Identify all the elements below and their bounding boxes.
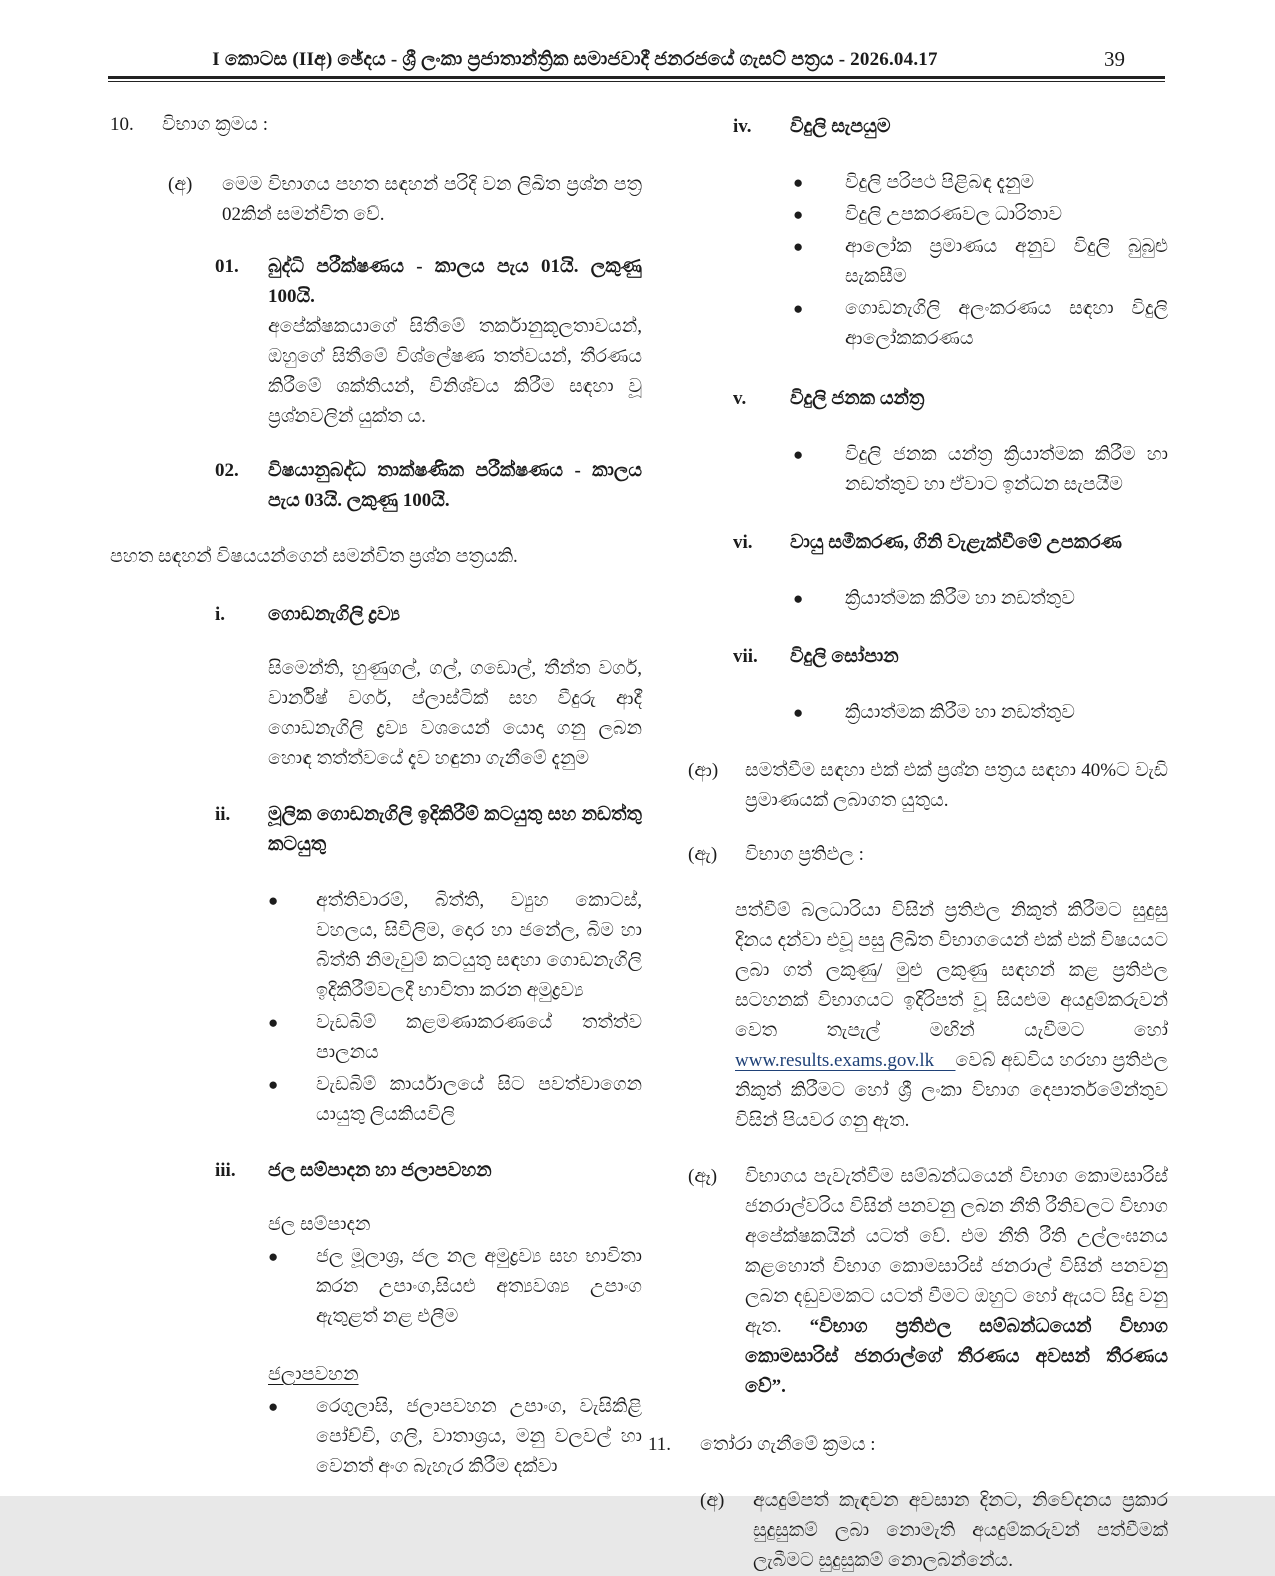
topic-title: ජල සම්පාදන හා ජලාපවහන — [268, 1160, 492, 1181]
bullet-icon: ● — [793, 205, 804, 224]
paper-number: 01. — [215, 256, 239, 277]
topic-v-heading — [733, 384, 1168, 414]
results-url-link[interactable]: www.results.exams.gov.lk — [735, 1050, 935, 1071]
bullet-text: විදුලි උපකරණවල ධාරිතාව — [845, 204, 1062, 225]
item-a11 — [700, 1486, 1168, 1576]
bullet-item — [793, 168, 1168, 198]
item-ae-heading — [688, 840, 1168, 870]
bullet-icon: ● — [268, 1397, 279, 1416]
item-label: (අ) — [168, 174, 193, 195]
item-text: විභාගය පැවැත්වීම සම්බන්ධයෙන් විභාග කොමසාරිස් ජනරාල්වරිය විසින් පනවනු ලබන නීති රීතිවලට විභාග අපේක්ෂකයින් යටත් වේ. එම නීති රීති උල්ලංඝනය කළහොත් විභාග කොමසාරිස් ජනරාල් විසින් පනවනු ලබන දඬුවමකට යටත් වීමට ඔහුට හෝ ඇයට සිදු වනු ඇත. “විභාග ප්‍රතිඵල සම්බන්ධයෙන් විභාග කොමසාරිස් ජනරාල්ගේ තීරණය අවසන් තීරණය වේ”. — [745, 1166, 1169, 1397]
topic-iv-heading — [733, 112, 1168, 142]
paper-01 — [215, 252, 642, 432]
gazette-header-title: I කොටස (IIඅ) ඡේදය - ශ්‍රී ලංකා ප්‍රජාතාන්ත්‍රික සමාජවාදී ජනරජයේ ගැසට් පත්‍රය - 2026.04.17 — [212, 49, 938, 70]
subsection-title-underlined: ජලාපවහන — [268, 1364, 359, 1385]
paper-title: බුද්ධි පරීක්ෂණය - කාලය පැය 01යි. ලකුණු 100යි. — [268, 256, 642, 307]
item-text: අයදුම්පත් කැඳවන අවසාන දිනට, නිවේදනය ප්‍රකාර සුදුසුකම් ලබා නොමැති අයදුම්කරුවන් පත්වීමක් ලැබීමට සුදුසුකම් නොලබන්නේය. — [753, 1490, 1168, 1571]
section-10-heading — [110, 110, 642, 140]
section-title: විභාග ක්‍රමය : — [162, 114, 268, 135]
bullet-item — [268, 1070, 642, 1130]
bullet-icon: ● — [793, 445, 804, 464]
bullet-icon: ● — [268, 1075, 279, 1094]
item-text: සමත්වීම සඳහා එක් එක් ප්‍රශ්න පත්‍රය සඳහා 40%ට වැඩි ප්‍රමාණයක් ලබාගත යුතුය. — [745, 760, 1168, 811]
results-text-after: වෙබ් අඩවිය හරහා ප්‍රතිඵල නිකුත් කිරීමට හෝ ශ්‍රී ලංකා විභාග දෙපාර්තමේන්තුව විසින් පියවර ගනු ඇත. — [735, 1050, 1168, 1131]
bullet-icon: ● — [268, 891, 279, 910]
bullet-text: විදුලි පරිපථ පිළිබඳ දැනුම — [845, 172, 1035, 193]
item-title: විභාග ප්‍රතිඵල : — [745, 844, 864, 865]
topic-number: iv. — [733, 116, 752, 137]
bullet-item — [793, 584, 1168, 614]
item-label: (ඇ) — [688, 844, 718, 865]
bullet-text: අත්තිවාරම්, බිත්ති, ව්‍යුහ කොටස්, වහලය, සිවිලිම, දොර හා ජනේල, බිම හා බිත්ති නිමැවුම් කටයුතු සඳහා ගොඩනැගිලි ඉදිකිරීම්වලදී භාවිතා කරන අමුද්‍රව්‍ය — [316, 890, 642, 1001]
bullet-item — [793, 440, 1168, 500]
page-number: 39 — [1104, 47, 1125, 71]
topic-vii-heading — [733, 642, 1168, 672]
paper-02 — [215, 456, 642, 516]
bullet-item — [268, 1008, 642, 1068]
topic-title: විදුලි ජනක යන්ත්‍ර — [790, 388, 925, 409]
item-label: (ඈ) — [688, 1166, 718, 1187]
header-double-rule — [108, 76, 1165, 82]
bullet-text: රෙගුලාසි, ජලාපවහන උපාංග, වැසිකිළි පෝච්චි, ගලි, වාතාශ්‍රය, මනු වලවල් හා වෙනත් අංග බැහැර කිරීම දක්වා — [316, 1396, 642, 1477]
bullet-item — [268, 1242, 642, 1332]
subjects-intro: පහත සඳහන් විෂයයන්ගෙන් සමන්විත ප්‍රශ්න පත්‍රයකි. — [110, 546, 518, 567]
bullet-item — [793, 232, 1168, 292]
paper-description: අපේක්ෂකයාගේ සිතීමේ තර්කානුකූලතාවයන්, ඔහුගේ සිතීමේ විශ්ලේෂණ තත්වයන්, තීරණය කිරීමේ ශක්තියන්, විනිශ්චය කිරීම සඳහා වූ ප්‍රශ්නවලින් යුක්ත ය. — [268, 316, 642, 427]
item-aa — [688, 756, 1168, 816]
bullet-item — [793, 698, 1168, 728]
item-aee — [688, 1162, 1168, 1402]
topic-title: මූලික ගොඩනැගිලි ඉදිකිරීම් කටයුතු සහ නඩත්තු කටයුතු — [268, 804, 642, 855]
bullet-icon: ● — [793, 589, 804, 608]
bullet-text: වැඩබිම් කාර්යාලයේ සිට පවත්වාගෙන යායුතු ලියකියවිලි — [316, 1074, 642, 1125]
subsection-title: ජල සම්පාදන — [268, 1214, 371, 1235]
section-number: 11. — [648, 1434, 672, 1455]
topic-title: වායු සමීකරණ, ගිනි වැළැක්වීමේ උපකරණ — [790, 532, 1122, 553]
bullet-text: ගොඩනැගිලි අලංකරණය සඳහා විදුලි ආලෝකකරණය — [845, 298, 1168, 349]
section-11-heading — [648, 1430, 1168, 1460]
right-column — [645, 106, 1168, 1576]
topic-number: vii. — [733, 646, 758, 667]
bullet-icon: ● — [268, 1013, 279, 1032]
paper-number: 02. — [215, 460, 239, 481]
topic-number: i. — [215, 604, 226, 625]
item-text: මෙම විභාගය පහත සඳහන් පරිදි වන ලිඛිත ප්‍රශ්න පත්‍ර 02කින් සමන්විත වේ. — [222, 174, 642, 225]
item-label: (අ) — [700, 1490, 725, 1511]
bullet-text: ජල මූලාශ්‍ර, ජල නල අමුද්‍රව්‍ය සහ භාවිතා කරන උපාංග,සියළු අත්‍යවශ්‍ය උපාංග ඇතුළත් නළ එලීම — [316, 1246, 642, 1327]
bullet-icon: ● — [268, 1247, 279, 1266]
bullet-icon: ● — [793, 173, 804, 192]
section-number: 10. — [110, 114, 134, 135]
left-column — [110, 106, 642, 1482]
bullet-text: ක්‍රියාත්මක කිරීම හා නඩත්තුව — [845, 588, 1075, 609]
results-text-before: පත්වීම් බලධාරියා විසින් ප්‍රතිඵල නිකුත් කිරීමට සුදුසු දිනය දන්වා එවූ පසු ලිඛිත විභාගයෙන් එක් එක් විෂයයට ලබා ගත් ලකුණු/ මුළු ලකුණු සඳහන් කළ ප්‍රතිඵල සටහනක් විභාගයට ඉදිරිපත් වූ සියළුම අයදුම්කරුවන් වෙත තැපැල් මඟින් යැවීමට හෝ — [735, 900, 1168, 1041]
bullet-text: විදුලි ජනක යන්ත්‍ර ක්‍රියාත්මක කිරීම හා නඩත්තුව හා ඒවාට ඉන්ධන සැපයීම — [845, 444, 1168, 495]
bullet-text: ක්‍රියාත්මක කිරීම හා නඩත්තුව — [845, 702, 1075, 723]
bullet-item — [268, 886, 642, 1006]
topic-number: vi. — [733, 532, 753, 553]
topic-i-heading — [215, 600, 642, 630]
topic-i-description: සිමෙන්ති, හුණුගල්, ගල්, ගඩොල්, තීන්ත වර්ග, වාර්නිෂ් වර්ග, ප්ලාස්ටික් සහ වීදුරු ආදී ගොඩනැගිලි ද්‍රව්‍ය වශයෙන් යොදා ගනු ලබන හොඳ තත්ත්වයේ දැව හඳුනා ගැනීමේ දැනුම — [268, 658, 642, 769]
results-paragraph — [735, 896, 1168, 1136]
bullet-item — [793, 200, 1168, 230]
bullet-item — [793, 294, 1168, 354]
section-title: තෝරා ගැනීමේ ක්‍රමය : — [700, 1434, 876, 1455]
topic-vi-heading — [733, 528, 1168, 558]
bullet-icon: ● — [793, 237, 804, 256]
bullet-text: වැඩබිම් කළමණාකරණයේ තත්ත්ව පාලනය — [316, 1012, 642, 1063]
item-a — [168, 170, 642, 230]
topic-number: ii. — [215, 804, 231, 825]
topic-title: ගොඩනැගිලි ද්‍රව්‍ය — [268, 604, 400, 625]
paper-title: විෂයානුබද්ධ තාක්ෂණික පරීක්ෂණය - කාලය පැය 03යි. ලකුණු 100යි. — [268, 460, 642, 511]
topic-title: විදුලි සෝපාන — [790, 646, 899, 667]
topic-ii-heading — [215, 800, 642, 860]
final-decision-bold-text: “විභාග ප්‍රතිඵල සම්බන්ධයෙන් විභාග කොමසාරිස් ජනරාල්ගේ තීරණය අවසන් තීරණය වේ”. — [745, 1316, 1169, 1397]
topic-title: විදුලි සැපයුම — [790, 116, 891, 137]
topic-number: iii. — [215, 1160, 236, 1181]
item-label: (ආ) — [688, 760, 719, 781]
bullet-icon: ● — [793, 703, 804, 722]
topic-iii-heading — [215, 1156, 642, 1186]
bullet-icon: ● — [793, 299, 804, 318]
bullet-text: ආලෝක ප්‍රමාණය අනුව විදුලි බුබුළු සැකසීම — [845, 236, 1168, 287]
topic-number: v. — [733, 388, 747, 409]
bullet-item — [268, 1392, 642, 1482]
